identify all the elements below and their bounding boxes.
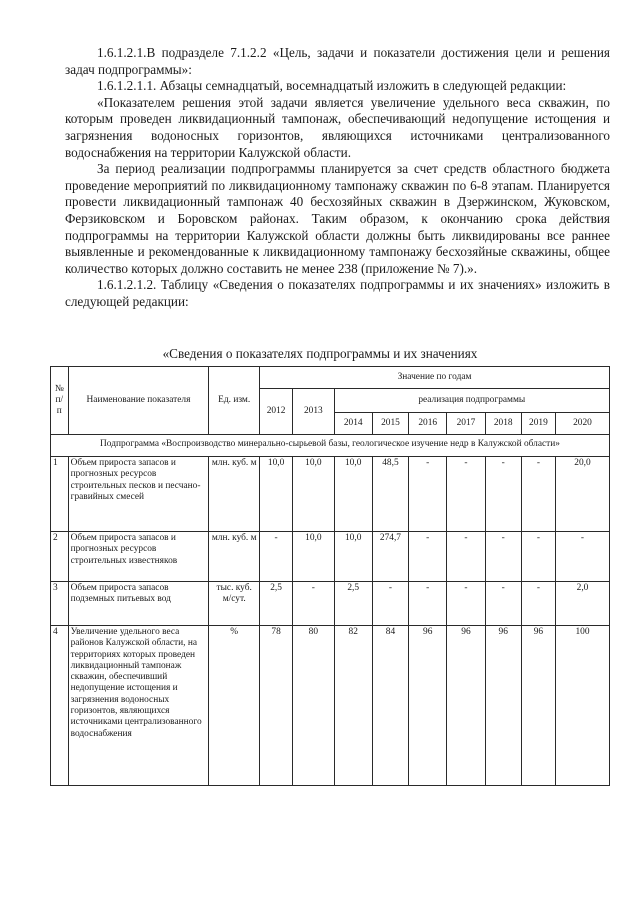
row-num: 1	[51, 457, 69, 532]
table-caption: «Сведения о показателях подпрограммы и их значениях	[162, 346, 478, 361]
row-value: 10,0	[293, 457, 334, 532]
row-name: Объем прироста запасов подземных питьевых вод	[68, 582, 209, 626]
row-value: 2,5	[260, 582, 293, 626]
table-row	[51, 626, 610, 786]
row-value: 96	[409, 626, 447, 786]
paragraph-realization-period: За период реализации подпрограммы планируется за счет средств областного бюджета проведение мероприятий по ликвидационному тампонажу скважин по 6-8 этапам. Планируется провести ликвидационный тампонаж 40 бесхозяйных скважин в Дзержинском, Жуковском, Ферзиковском и Боровском районах. Таким образом, к окончанию срока действия подпрограммы на территории Калужской области должны быть ликвидированы все раннее выявленные и рекомендованные к ликвидационному тампонажу бесхозяйные скважины, общее количество которых должно составить не менее 238 (приложение № 7).».	[65, 161, 610, 276]
row-value: 96	[485, 626, 521, 786]
header-year-2018: 2018	[485, 413, 521, 435]
row-value: 84	[372, 626, 408, 786]
subprogram-title: Подпрограмма «Воспроизводство минерально-сырьевой базы, геологическое изучение недр в Калужской области»	[51, 435, 610, 457]
row-value: 10,0	[260, 457, 293, 532]
row-value: -	[260, 532, 293, 582]
row-value: -	[409, 532, 447, 582]
row-num: 4	[51, 626, 69, 786]
header-year-2019: 2019	[521, 413, 555, 435]
row-unit: %	[209, 626, 260, 786]
row-value: 78	[260, 626, 293, 786]
header-unit: Ед. изм.	[209, 367, 260, 435]
row-value: -	[521, 457, 555, 532]
row-unit: млн. куб. м	[209, 457, 260, 532]
row-value: 2,0	[555, 582, 609, 626]
header-num: № п/п	[51, 367, 69, 435]
paragraph-indicator-quote: «Показателем решения этой задачи является увеличение удельного веса скважин, по которым проведен ликвидационный тампонаж, обеспечивающий недопущение истощения и загрязнения водоносных горизонтов, являющихся источниками централизованного водоснабжения на территории Калужской области.	[65, 94, 610, 160]
row-value: -	[521, 582, 555, 626]
row-value: -	[447, 532, 485, 582]
row-value: 10,0	[293, 532, 334, 582]
row-value: 100	[555, 626, 609, 786]
header-year-2013: 2013	[293, 389, 334, 435]
row-value: 274,7	[372, 532, 408, 582]
document-text	[65, 45, 610, 311]
row-value: -	[521, 532, 555, 582]
row-value: -	[293, 582, 334, 626]
row-value: 10,0	[334, 457, 372, 532]
row-value: 96	[521, 626, 555, 786]
indicators-table	[50, 366, 610, 786]
row-value: 10,0	[334, 532, 372, 582]
row-value: -	[485, 532, 521, 582]
row-value: -	[372, 582, 408, 626]
header-year-2015: 2015	[372, 413, 408, 435]
row-value: 20,0	[555, 457, 609, 532]
row-value: 80	[293, 626, 334, 786]
row-name: Объем прироста запасов и прогнозных ресурсов строительных известняков	[68, 532, 209, 582]
row-name: Объем прироста запасов и прогнозных ресурсов строительных песков и песчано-гравийных смесей	[68, 457, 209, 532]
table-row	[51, 582, 610, 626]
header-year-2017: 2017	[447, 413, 485, 435]
table-row	[51, 532, 610, 582]
header-year-2014: 2014	[334, 413, 372, 435]
header-realization: реализация подпрограммы	[334, 389, 609, 413]
row-num: 2	[51, 532, 69, 582]
row-value: -	[555, 532, 609, 582]
paragraph-abzac-change: 1.6.1.2.1.1. Абзацы семнадцатый, восемнадцатый изложить в следующей редакции:	[97, 78, 567, 94]
row-value: -	[485, 457, 521, 532]
paragraph-subsection-change: 1.6.1.2.1.В подразделе 7.1.2.2 «Цель, задачи и показатели достижения цели и решения задач подпрограммы»:	[65, 45, 610, 77]
row-unit: млн. куб. м	[209, 532, 260, 582]
header-year-2012: 2012	[260, 389, 293, 435]
row-value: 96	[447, 626, 485, 786]
header-name: Наименование показателя	[68, 367, 209, 435]
row-name: Увеличение удельного веса районов Калужской области, на территориях которых проведен ликвидационный тампонаж скважин, обеспечивший недопущение истощения и загрязнения водоносных горизонтов, являющихся источниками централизованного водоснабжения	[68, 626, 209, 786]
row-num: 3	[51, 582, 69, 626]
row-value: 48,5	[372, 457, 408, 532]
paragraph-table-change: 1.6.1.2.1.2. Таблицу «Сведения о показателях подпрограммы и их значениях» изложить в следующей редакции:	[65, 277, 610, 309]
table-row	[51, 457, 610, 532]
row-value: -	[485, 582, 521, 626]
row-value: -	[409, 582, 447, 626]
row-value: 2,5	[334, 582, 372, 626]
row-value: 82	[334, 626, 372, 786]
row-value: -	[447, 457, 485, 532]
row-value: -	[409, 457, 447, 532]
header-values-by-year: Значение по годам	[260, 367, 610, 389]
row-value: -	[447, 582, 485, 626]
row-unit: тыс. куб. м/сут.	[209, 582, 260, 626]
header-year-2016: 2016	[409, 413, 447, 435]
header-year-2020: 2020	[555, 413, 609, 435]
